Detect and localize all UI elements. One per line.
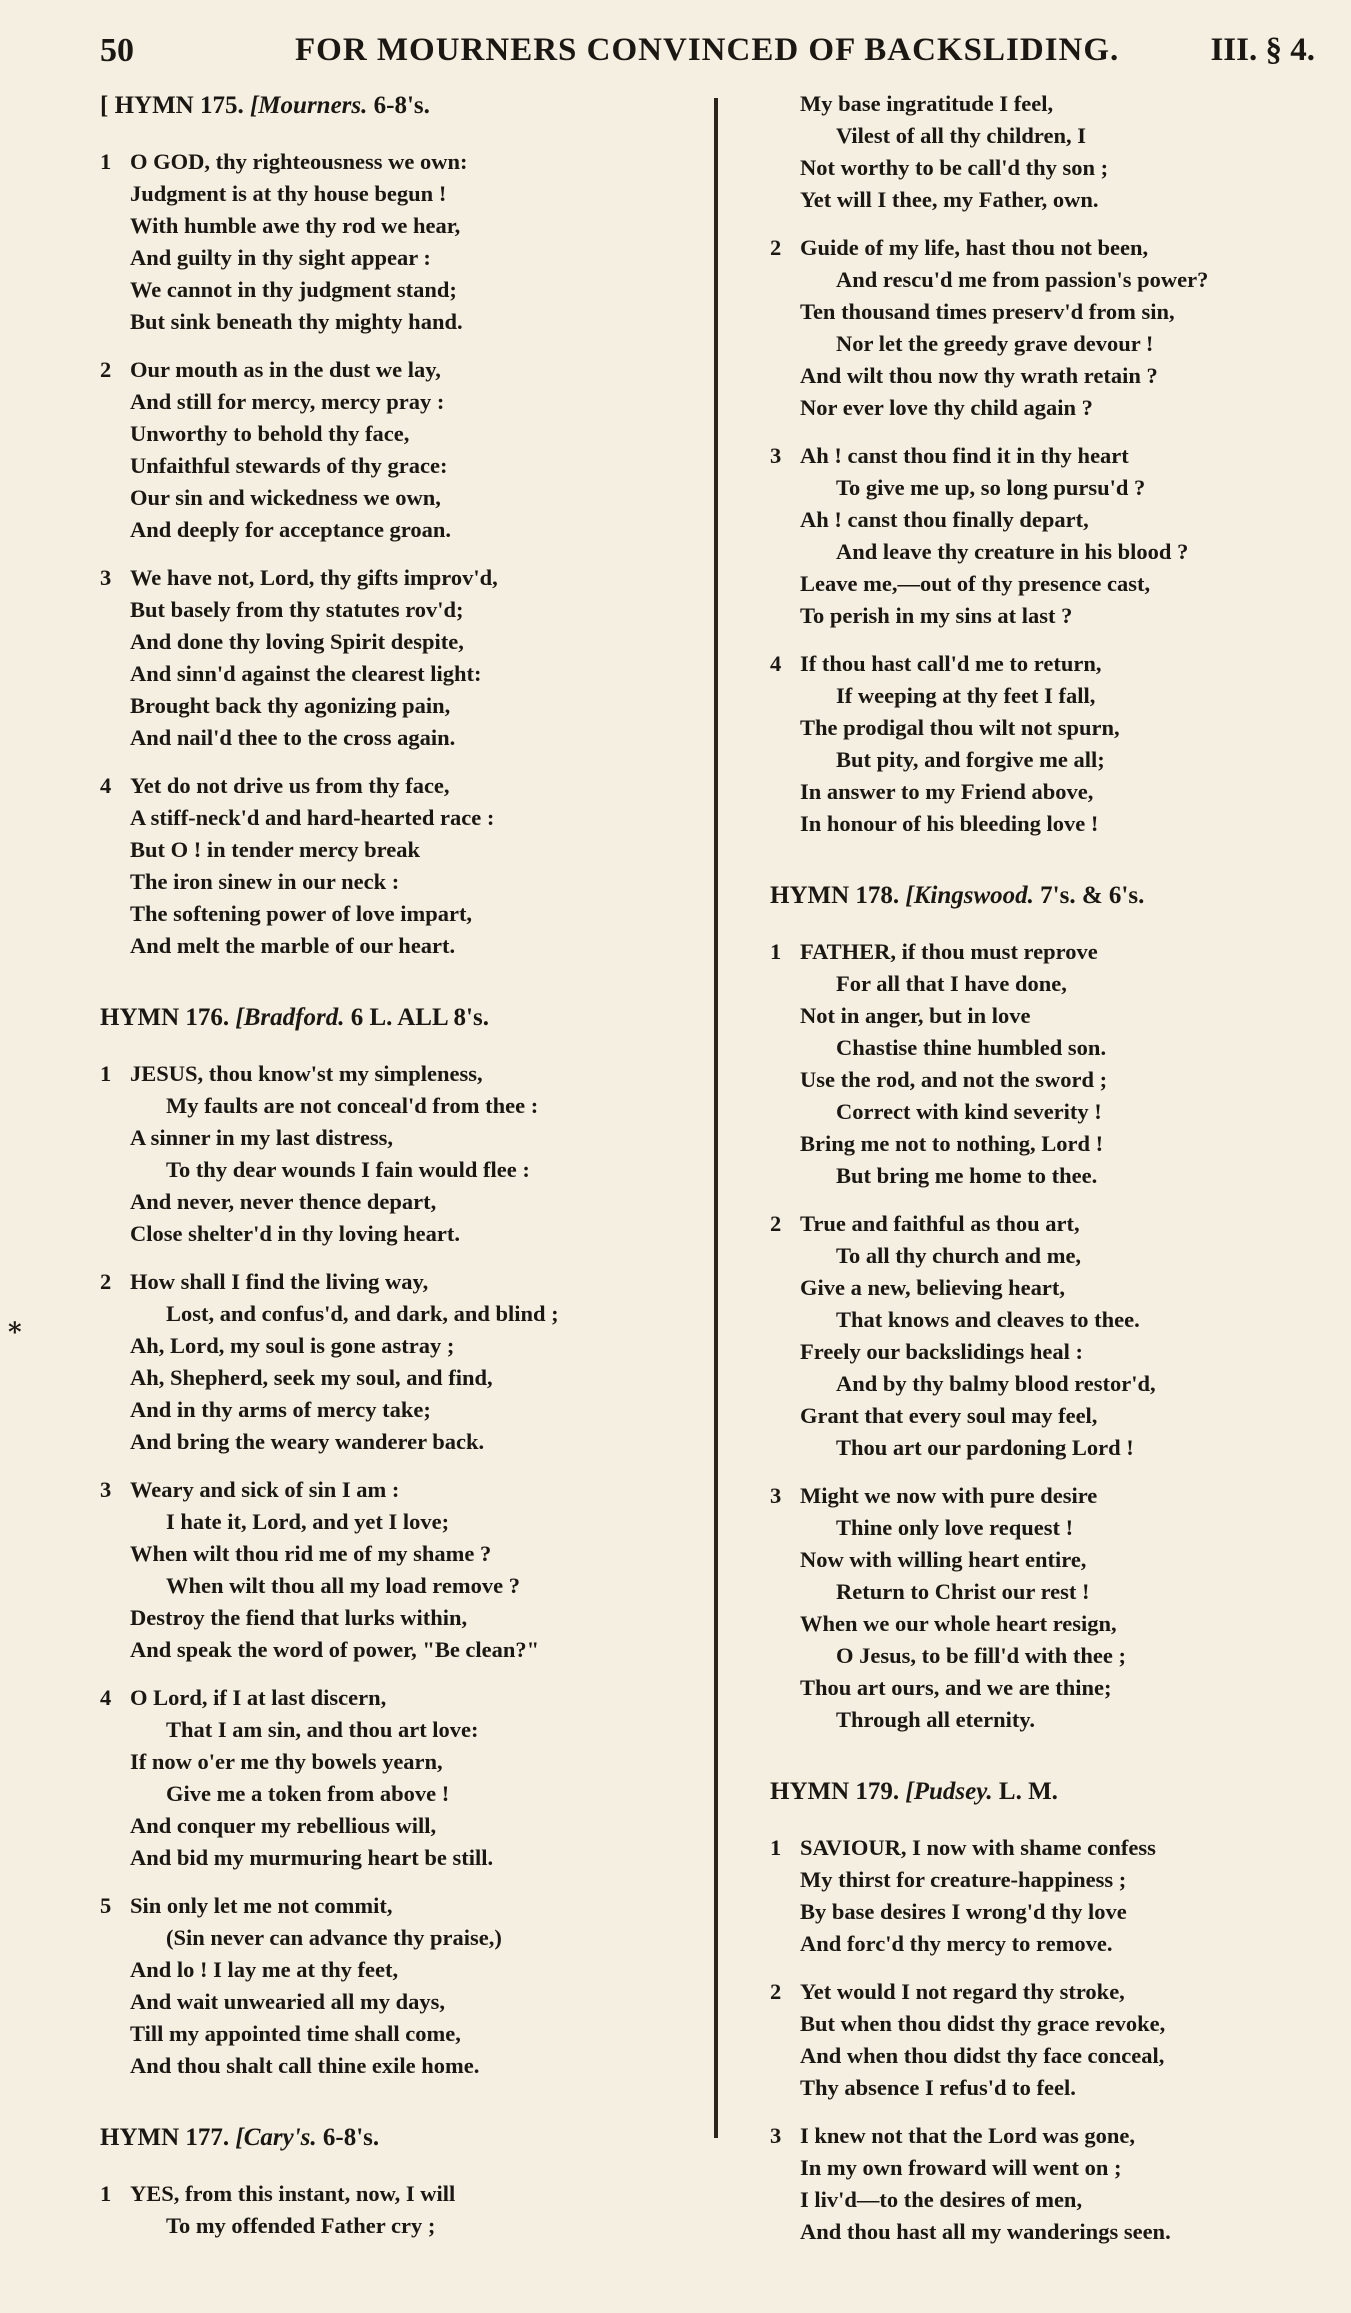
stanza [770,936,1330,1192]
verse-line: To give me up, so long pursu'd ? [836,475,1146,500]
verse-line: Not in anger, but in love [800,1003,1031,1028]
verse-line: If weeping at thy feet I fall, [836,683,1096,708]
hymn-heading [100,2124,700,2152]
verse-line: Leave me,—out of thy presence cast, [800,571,1151,596]
verse-line: And leave thy creature in his blood ? [836,539,1189,564]
verse-line [100,1058,700,1090]
verse-line: Close shelter'd in thy loving heart. [130,1221,460,1246]
verse-line: Thine only love request ! [836,1515,1074,1540]
verse-line: But basely from thy statutes rov'd; [130,597,464,622]
stanza-number: 4 [770,651,782,676]
hymn-metre: L. M. [998,1778,1058,1805]
stanza [100,770,700,962]
stanza-number: 2 [770,235,782,260]
verse-line: With humble awe thy rod we hear, [130,213,461,238]
verse-line: And rescu'd me from passion's power? [836,267,1209,292]
verse-line: By base desires I wrong'd thy love [800,1899,1127,1924]
verse-text: O Lord, if I at last discern, [130,1685,387,1710]
verse-text: If thou hast call'd me to return, [800,651,1102,676]
verse-line [100,770,700,802]
verse-line: And never, never thence depart, [130,1189,437,1214]
verse-line: I hate it, Lord, and yet I love; [166,1509,450,1534]
tune-name: [Cary's. [235,2124,317,2151]
verse-line: And deeply for acceptance groan. [130,517,452,542]
hymn-metre: 6 L. ALL 8's. [350,1004,489,1031]
verse-line: The prodigal thou wilt not spurn, [800,715,1120,740]
stanza-number: 2 [770,1979,782,2004]
verse-line: And conquer my rebellious will, [130,1813,437,1838]
stanza-number: 4 [100,773,112,798]
verse-line [100,354,700,386]
page-number: 50 [100,32,134,69]
verse-line [770,1976,1330,2008]
verse-line: Not worthy to be call'd thy son ; [800,155,1109,180]
verse-line: Through all eternity. [836,1707,1035,1732]
verse-line [100,1266,700,1298]
verse-line: Nor ever love thy child again ? [800,395,1093,420]
verse-line: Ah ! canst thou finally depart, [800,507,1089,532]
hymn-heading [770,882,1330,910]
hymn-number: HYMN 178. [770,882,900,909]
verse-line [100,2178,700,2210]
hymn-metre: 6-8's. [373,92,430,119]
verse-line: And lo ! I lay me at thy feet, [130,1957,399,1982]
stanza-number: 1 [770,1835,782,1860]
verse-line: And bring the weary wanderer back. [130,1429,485,1454]
verse-line [770,1208,1330,1240]
verse-line: Correct with kind severity ! [836,1099,1102,1124]
tune-name: [Pudsey. [905,1778,993,1805]
verse-line: Lost, and confus'd, and dark, and blind ; [166,1301,559,1326]
hymn-number: [ HYMN 175. [100,92,244,119]
verse-line: In my own froward will went on ; [800,2155,1122,2180]
verse-line: And thou hast all my wanderings seen. [800,2219,1171,2244]
verse-line: When wilt thou rid me of my shame ? [130,1541,492,1566]
verse-line: My faults are not conceal'd from thee : [166,1093,539,1118]
right-column [770,88,1330,2264]
verse-line: O Jesus, to be fill'd with thee ; [836,1643,1126,1668]
verse-line: And done thy loving Spirit despite, [130,629,464,654]
hymn-number: HYMN 177. [100,2124,230,2151]
verse-line: And bid my murmuring heart be still. [130,1845,494,1870]
verse-text: How shall I find the living way, [130,1269,429,1294]
verse-text: Yet would I not regard thy stroke, [800,1979,1125,2004]
verse-line: Unfaithful stewards of thy grace: [130,453,448,478]
verse-text: Sin only let me not commit, [130,1893,393,1918]
verse-line: Till my appointed time shall come, [130,2021,461,2046]
verse-line: To my offended Father cry ; [166,2213,436,2238]
stanza-number: 3 [770,443,782,468]
verse-text: O GOD, thy righteousness we own: [130,149,468,174]
margin-mark: * [8,1318,22,1348]
column-divider [714,98,718,2138]
verse-line: And still for mercy, mercy pray : [130,389,445,414]
stanza [100,1266,700,1458]
verse-line: Ah, Shepherd, seek my soul, and find, [130,1365,493,1390]
stanza-number: 3 [100,1477,112,1502]
stanza-number: 1 [100,149,112,174]
verse-line [770,1480,1330,1512]
stanza [100,1474,700,1666]
verse-line: If now o'er me thy bowels yearn, [130,1749,443,1774]
stanza-number: 1 [100,2181,112,2206]
verse-line: Thou art our pardoning Lord ! [836,1435,1134,1460]
stanza [770,88,1330,216]
verse-line: To thy dear wounds I fain would flee : [166,1157,530,1182]
verse-text: Weary and sick of sin I am : [130,1477,400,1502]
verse-line [100,146,700,178]
verse-line: Nor let the greedy grave devour ! [836,331,1154,356]
verse-line: Grant that every soul may feel, [800,1403,1098,1428]
verse-line: To all thy church and me, [836,1243,1082,1268]
hymn-heading [100,1004,700,1032]
verse-line: And sinn'd against the clearest light: [130,661,482,686]
verse-line: And forc'd thy mercy to remove. [800,1931,1113,1956]
hymn-number: HYMN 176. [100,1004,230,1031]
verse-line: Ten thousand times preserv'd from sin, [800,299,1175,324]
verse-line: Thy absence I refus'd to feel. [800,2075,1076,2100]
verse-line: And thou shalt call thine exile home. [130,2053,480,2078]
verse-line: I liv'd—to the desires of men, [800,2187,1083,2212]
stanza-number: 3 [770,1483,782,1508]
stanza [770,232,1330,424]
verse-line: Destroy the fiend that lurks within, [130,1605,468,1630]
stanza [100,1682,700,1874]
verse-text: True and faithful as thou art, [800,1211,1080,1236]
stanza [770,1832,1330,1960]
verse-line [770,1832,1330,1864]
verse-line: The iron sinew in our neck : [130,869,400,894]
hymn-metre: 6-8's. [322,2124,380,2151]
verse-line: And by thy balmy blood restor'd, [836,1371,1156,1396]
stanza [100,146,700,338]
verse-line: And when thou didst thy face conceal, [800,2043,1165,2068]
stanza [770,440,1330,632]
stanza [770,1480,1330,1736]
verse-line: Ah, Lord, my soul is gone astray ; [130,1333,455,1358]
verse-line: And nail'd thee to the cross again. [130,725,456,750]
verse-text: JESUS, thou know'st my simpleness, [130,1061,483,1086]
verse-line [770,2120,1330,2152]
verse-line: But when thou didst thy grace revoke, [800,2011,1166,2036]
verse-line: But bring me home to thee. [836,1163,1098,1188]
verse-text: Guide of my life, hast thou not been, [800,235,1149,260]
verse-line: My base ingratitude I feel, [800,91,1054,116]
verse-line: Thou art ours, and we are thine; [800,1675,1112,1700]
verse-line: A stiff-neck'd and hard-hearted race : [130,805,495,830]
stanza [100,2178,700,2242]
verse-line: But O ! in tender mercy break [130,837,420,862]
verse-line: Use the rod, and not the sword ; [800,1067,1108,1092]
verse-line: Brought back thy agonizing pain, [130,693,451,718]
running-header [100,28,1315,78]
verse-line: Judgment is at thy house begun ! [130,181,447,206]
running-title: FOR MOURNERS CONVINCED OF BACKSLIDING. [295,32,1120,68]
verse-text: I knew not that the Lord was gone, [800,2123,1136,2148]
stanza-number: 5 [100,1893,112,1918]
verse-line: But sink beneath thy mighty hand. [130,309,463,334]
verse-line: Vilest of all thy children, I [836,123,1087,148]
stanza [100,1058,700,1250]
verse-line: Unworthy to behold thy face, [130,421,410,446]
verse-text: Ah ! canst thou find it in thy heart [800,443,1129,468]
hymn-heading [100,92,700,120]
stanza [770,648,1330,840]
verse-line: We cannot in thy judgment stand; [130,277,457,302]
verse-line: And guilty in thy sight appear : [130,245,431,270]
stanza-number: 3 [100,565,112,590]
stanza-number: 2 [770,1211,782,1236]
stanza [100,354,700,546]
verse-line: To perish in my sins at last ? [800,603,1073,628]
verse-line: In honour of his bleeding love ! [800,811,1099,836]
stanza [100,1890,700,2082]
verse-line [770,232,1330,264]
verse-line: Freely our backslidings heal : [800,1339,1083,1364]
stanza [770,1976,1330,2104]
verse-line: My thirst for creature-happiness ; [800,1867,1127,1892]
verse-line: And in thy arms of mercy take; [130,1397,431,1422]
tune-name: [Kingswood. [905,882,1034,909]
stanza [100,562,700,754]
verse-line: When we our whole heart resign, [800,1611,1117,1636]
verse-line: When wilt thou all my load remove ? [166,1573,520,1598]
verse-text: Our mouth as in the dust we lay, [130,357,441,382]
verse-line [100,1474,700,1506]
verse-line: Return to Christ our rest ! [836,1579,1090,1604]
verse-line: That knows and cleaves to thee. [836,1307,1140,1332]
verse-line: But pity, and forgive me all; [836,747,1105,772]
verse-line: Now with willing heart entire, [800,1547,1087,1572]
section-marker: III. § 4. [1210,32,1315,68]
verse-line: And speak the word of power, "Be clean?" [130,1637,540,1662]
verse-line [770,440,1330,472]
verse-line: And wilt thou now thy wrath retain ? [800,363,1158,388]
verse-line: In answer to my Friend above, [800,779,1094,804]
stanza-number: 1 [100,1061,112,1086]
stanza [770,2120,1330,2248]
verse-line: Give me a token from above ! [166,1781,450,1806]
verse-line: And wait unwearied all my days, [130,1989,446,2014]
verse-line [770,648,1330,680]
stanza-number: 4 [100,1685,112,1710]
verse-line [770,936,1330,968]
verse-text: SAVIOUR, I now with shame confess [800,1835,1156,1860]
verse-line: That I am sin, and thou art love: [166,1717,479,1742]
left-column [100,88,700,2258]
verse-line: For all that I have done, [836,971,1067,996]
verse-text: Might we now with pure desire [800,1483,1098,1508]
tune-name: [Bradford. [235,1004,345,1031]
verse-line [100,1682,700,1714]
verse-line: Yet will I thee, my Father, own. [800,187,1099,212]
hymn-number: HYMN 179. [770,1778,900,1805]
verse-line [100,1890,700,1922]
stanza-number: 3 [770,2123,782,2148]
verse-line: Chastise thine humbled son. [836,1035,1107,1060]
hymn-metre: 7's. & 6's. [1040,882,1145,909]
verse-line: Our sin and wickedness we own, [130,485,441,510]
tune-name: [Mourners. [249,92,368,119]
verse-line: (Sin never can advance thy praise,) [166,1925,502,1950]
verse-line [100,562,700,594]
stanza-number: 2 [100,1269,112,1294]
verse-text: YES, from this instant, now, I will [130,2181,456,2206]
hymn-heading [770,1778,1330,1806]
verse-line: A sinner in my last distress, [130,1125,393,1150]
stanza-number: 1 [770,939,782,964]
verse-text: FATHER, if thou must reprove [800,939,1098,964]
verse-line: The softening power of love impart, [130,901,473,926]
stanza [770,1208,1330,1464]
verse-line: And melt the marble of our heart. [130,933,456,958]
verse-line: Give a new, believing heart, [800,1275,1065,1300]
stanza-number: 2 [100,357,112,382]
verse-line: Bring me not to nothing, Lord ! [800,1131,1104,1156]
verse-text: Yet do not drive us from thy face, [130,773,450,798]
verse-text: We have not, Lord, thy gifts improv'd, [130,565,498,590]
